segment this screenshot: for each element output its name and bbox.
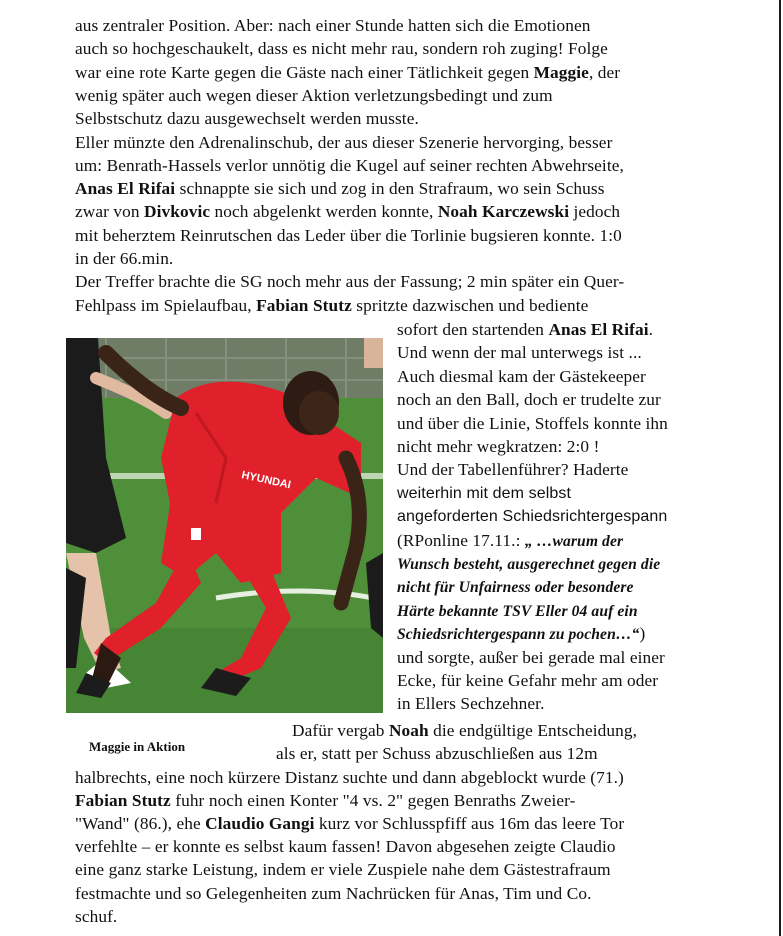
- text-run: aus zentraler Position. Aber: nach einer Stunde hatten sich die Emotionen: [75, 16, 591, 35]
- text-run: Selbstschutz dazu ausgewechselt werden musste.: [75, 109, 419, 129]
- article-line: [397, 599, 638, 624]
- article-line: [397, 482, 571, 506]
- article-line: [75, 835, 616, 859]
- text-run: Und der Tabellenführer? Haderte: [397, 460, 629, 480]
- article-line: [397, 505, 667, 529]
- text-run: spritzte dazwischen und bediente: [351, 295, 589, 315]
- text-run: (RPonline 17.11.:: [397, 530, 525, 550]
- quote-text: Härte bekannte TSV Eller 04 auf ein: [397, 602, 638, 620]
- text-run: um: Benrath-Hassels verlor unnötig die Kugel auf seiner rechten Abwehrseite,: [75, 155, 624, 175]
- text-run: zwar von: [75, 202, 145, 222]
- article-line: [75, 177, 605, 201]
- text-run: sofort den startenden: [397, 320, 549, 339]
- quote-text: nicht für Unfairness oder besondere: [397, 579, 634, 597]
- article-line: [75, 766, 624, 790]
- article-line: [75, 247, 173, 271]
- article-line: [75, 37, 608, 61]
- text-run: "Wand" (86.), ehe: [75, 814, 206, 834]
- article-line: [75, 294, 588, 318]
- article-line: [397, 365, 646, 389]
- article-line: [397, 669, 658, 693]
- bold-name: Divkovic: [144, 202, 211, 222]
- match-photo: [66, 338, 383, 713]
- article-line: [397, 552, 660, 577]
- text-run: kurz vor Schlusspfiff aus 16m das leere Tor: [314, 814, 625, 834]
- text-run: ): [639, 624, 646, 644]
- article-line: [75, 61, 620, 85]
- text-run: fuhr noch einen Konter "4 vs. 2" gegen Benraths Zweier-: [170, 791, 576, 811]
- article-line: [276, 742, 598, 766]
- text-run: noch an den Ball, doch er trudelte zur: [397, 390, 661, 410]
- text-run: Und wenn der mal unterwegs ist ...: [397, 343, 642, 363]
- bold-name: Fabian Stutz: [75, 791, 171, 811]
- text-run: nicht mehr wegkratzen: 2:0 !: [397, 437, 600, 456]
- text-run: Ecke, für keine Gefahr mehr am oder: [397, 671, 659, 690]
- article-line: [397, 388, 661, 412]
- article-line: [75, 789, 576, 813]
- text-run: noch abgelenkt werden konnte,: [210, 202, 438, 222]
- jersey-sponsor-text: HYUNDAI: [240, 469, 292, 492]
- article-line: [397, 435, 599, 459]
- article-line: [397, 575, 634, 600]
- article-line: [397, 692, 545, 716]
- article-line: [75, 14, 591, 38]
- article-line: [397, 458, 628, 482]
- article-line: [75, 154, 624, 178]
- article-line: [75, 131, 612, 155]
- page-right-border: [779, 0, 781, 936]
- text-run: .: [648, 320, 654, 339]
- article-line: [75, 270, 624, 294]
- text-run: die endgültige Entscheidung,: [428, 721, 638, 740]
- text-run: angeforderten Schiedsrichtergespann: [397, 508, 668, 526]
- article-line: [75, 812, 624, 836]
- quote-text: „ …warum der: [524, 532, 624, 550]
- bold-name: Maggie: [533, 62, 589, 82]
- text-run: mit beherztem Reinrutschen das Leder über die Torlinie bugsieren konnte. 1:0: [75, 225, 622, 245]
- text-run: als er, statt per Schuss abzuschließen aus 12m: [276, 744, 598, 763]
- text-run: Auch diesmal kam der Gästekeeper: [397, 366, 646, 386]
- article-line: [75, 107, 419, 131]
- text-run: schuf.: [75, 906, 118, 926]
- article-line: [397, 412, 668, 436]
- bold-name: Anas El Rifai: [75, 179, 176, 199]
- bold-name: Noah: [388, 721, 429, 740]
- text-run: Der Treffer brachte die SG noch mehr aus der Fassung; 2 min später ein Quer-: [75, 272, 625, 292]
- article-line: [75, 858, 611, 882]
- article-line: [397, 318, 653, 342]
- text-run: festmachte und so Gelegenheiten zum Nachrücken für Anas, Tim und Co.: [75, 883, 592, 903]
- quote-text: Wunsch besteht, ausgerechnet gegen die: [397, 556, 661, 573]
- article-line: [397, 529, 623, 554]
- text-run: auch so hochgeschaukelt, dass es nicht mehr rau, sondern roh zuging! Folge: [75, 39, 608, 59]
- text-run: und sorgte, außer bei gerade mal einer: [397, 647, 665, 667]
- text-run: in der 66.min.: [75, 249, 174, 268]
- article-line: [75, 84, 553, 108]
- text-run: , der: [588, 62, 621, 82]
- article-line: [75, 905, 117, 929]
- text-run: halbrechts, eine noch kürzere Distanz suchte und dann abgeblockt wurde (71.): [75, 768, 624, 787]
- bold-name: Claudio Gangi: [205, 814, 315, 834]
- text-run: Fehlpass im Spielaufbau,: [75, 295, 257, 315]
- article-line: [75, 224, 622, 248]
- text-run: schnappte sie sich und zog in den Strafraum, wo sein Schuss: [175, 179, 605, 199]
- quote-text: Schiedsrichtergespann zu pochen…“: [397, 626, 640, 644]
- article-line: [292, 719, 637, 743]
- bold-name: Fabian Stutz: [256, 295, 352, 315]
- bold-name: Anas El Rifai: [548, 320, 649, 339]
- player-action-image: [66, 338, 383, 713]
- text-run: weiterhin mit dem selbst: [397, 484, 572, 502]
- article-line: [397, 341, 642, 365]
- text-run: und über die Linie, Stoffels konnte ihn: [397, 413, 668, 433]
- article-line: [397, 646, 665, 670]
- text-run: Eller münzte den Adrenalinschub, der aus dieser Szenerie hervorging, besser: [75, 132, 613, 152]
- text-run: verfehlte – er konnte es selbst kaum fassen! Davon abgesehen zeigte Claudio: [75, 837, 616, 857]
- text-run: jedoch: [569, 202, 621, 222]
- text-run: eine ganz starke Leistung, indem er viele Zuspiele nahe dem Gästestrafraum: [75, 860, 611, 880]
- article-line: [75, 882, 592, 906]
- article-line: [75, 200, 620, 224]
- article-line: [397, 622, 645, 647]
- text-run: in Ellers Sechzehner.: [397, 694, 545, 714]
- text-run: Dafür vergab: [292, 721, 389, 740]
- text-run: war eine rote Karte gegen die Gäste nach einer Tätlichkeit gegen: [75, 62, 534, 82]
- text-run: wenig später auch wegen dieser Aktion verletzungsbedingt und zum: [75, 85, 553, 105]
- photo-caption: Maggie in Aktion: [89, 739, 186, 754]
- bold-name: Noah Karczewski: [437, 202, 570, 222]
